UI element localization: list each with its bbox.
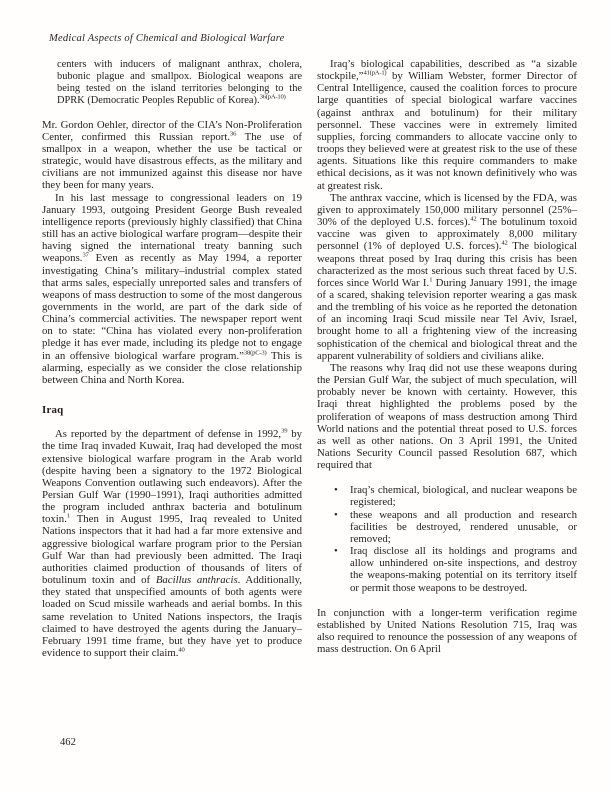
- bullet-item: [334, 509, 577, 545]
- reference-superscript: 1: [429, 276, 433, 284]
- reference-superscript: 42: [470, 215, 477, 223]
- paragraph-resolution-715: In conjunction with a longer-term verification regime established by United Nations Resolution 715, Iraq was also required to renounce the possession of any weapons of mass destruction. On 6 April: [317, 606, 577, 656]
- bullet-text: Iraq’s chemical, biological, and nuclear weapons be registered;: [350, 484, 577, 509]
- section-heading-iraq: Iraq: [42, 404, 64, 417]
- resolution-687-requirements-list: [317, 484, 577, 593]
- bullet-item: [334, 484, 577, 508]
- reference-superscript: 42: [501, 239, 508, 247]
- bullet-marker-icon: •: [334, 545, 338, 558]
- running-header: Medical Aspects of Chemical and Biological Warfare: [49, 33, 285, 44]
- bullet-item: [334, 545, 577, 594]
- reference-superscript: 39: [281, 427, 288, 435]
- paragraph-capabilities: Iraq’s biological capabilities, described as “a sizable stockpile,”$^{41(pA-1)}$ by William Webster, former Director of Central Intelligence, caused the coalition forces to procure large quantities of special biological warfare vaccines (against anthrax and botulinum) for their military personnel. These vaccines were in extremely limited supplies, forcing commanders to allocate vaccine only to troops they believed were at greatest risk to the use of these agents. Situations like this require commanders to make ethical decisions, as it was not known definitively who was at greatest risk.: [317, 58, 577, 192]
- right-column: [317, 58, 577, 659]
- reference-superscript: 40: [178, 646, 185, 654]
- italic-term: Bacillus anthracis: [155, 574, 238, 587]
- block-quote: centers with inducers of malignant anthrax, cholera, bubonic plague and smallpox. Biological weapons are being tested on the island territories belonging to the DPRK (Democratic Peoples Republic of Korea).$^{36(pA-10)}$: [57, 59, 302, 106]
- reference-superscript: 36(pA-10): [259, 93, 286, 101]
- two-column-text-body: [42, 58, 578, 659]
- bullet-text: these weapons and all production and research facilities be destroyed, rendered unusable, or removed;: [350, 508, 577, 545]
- reference-superscript: 38(pC-3): [243, 349, 267, 356]
- paragraph-resolution-687: The reasons why Iraq did not use these weapons during the Persian Gulf War, the subject of much speculation, will probably never be known with certainty. However, this Iraqi threat highlighted the problems posed by the proliferation of weapons of mass destruction among Third World nations and the potential threat posed to U.S. forces as well as other nations. On 3 April 1991, the United Nations Security Council passed Resolution 687, which required that: [317, 361, 577, 472]
- paragraph-oehler: Mr. Gordon Oehler, director of the CIA’s Non-Proliferation Center, confirmed this Russian report.$^{36}$ The use of smallpox in a weapon, whether the use be tactical or strategic, would have disastrous effects, as the military and civilians are not immunized against this disease nor have they been for many years.: [42, 118, 302, 192]
- left-column: [42, 58, 302, 659]
- paragraph-china: In his last message to congressional leaders on 19 January 1993, outgoing President George Bush revealed intelligence reports (previously highly classified) that China still has an active biological warfare program—despite their having signed the international treaty banning such weapons.$^{37}$ Even as recently as May 1994, a reporter investigating China’s military–industrial complex stated that arms sales, especially unreported sales and transfers of weapons of mass destruction to some of the most dangerous governments in the world, are part of the dark side of China’s commercial activities. The newspaper report went on to state: “China has violated every non-proliferation pledge it has ever made, including its pledge not to engage in an offensive biological warfare program.”$^{38(pC-3)}$ This is alarming, especially as we consider the close relationship between China and North Korea.: [42, 191, 302, 386]
- paragraph-iraq-program: As reported by the department of defense in 1992,39 by the time Iraq invaded Kuwait, Iraq had developed the most extensive biological warfare program in the Arab world (despite having been a signatory to the 1972 Biological Weapons Convention outlawing such endeavors). After the Persian Gulf War (1990–1991), Iraqi authorities admitted the program included anthrax bacteria and botulinum toxin.$^1$ Then in August 1995, Iraq revealed to United Nations inspectors that it had had a far more extensive and aggressive biological warfare program prior to the Persian Gulf War than had previously been admitted. The Iraqi authorities claimed production of thousands of liters of botulinum toxin and of Bacillus anthracis. Additionally, they stated that unspecified amounts of both agents were loaded on Scud missile warheads and aerial bombs. In this same revelation to United Nations inspectors, the Iraqis claimed to have destroyed the agents during the January–February 1991 time frame, but they have yet to produce evidence to support their claim.$^{40}$: [42, 427, 302, 660]
- bullet-text: Iraq disclose all its holdings and programs and allow unhindered on-site inspections, and destroy the weapons-making potential on its territory itself or permit those weapons to be destroyed.: [350, 545, 577, 594]
- reference-superscript: 41(pA-1): [363, 69, 387, 77]
- reference-superscript: 1: [66, 512, 71, 520]
- paragraph-vaccines: The anthrax vaccine, which is licensed by the FDA, was given to approximately 150,000 military personnel (25%–30% of the deployed U.S. forces).$^{42}$ The botulinum toxoid vaccine was given to approximately 8,000 military personnel (1% of deployed U.S. forces).$^{42}$ The biological weapons threat posed by Iraq during this crisis has been characterized as the most serious such threat faced by U.S. forces since World War I.$^1$ During January 1991, the image of a scared, shaking television reporter wearing a gas mask and the trembling of his voice as he reported the detonation of an incoming Iraqi Scud missile near Tel Aviv, Israel, brought home to all a frightening view of the increasing sophistication of the chemical and biological threat and the apparent vulnerability of soldiers and civilians alike.: [317, 191, 577, 362]
- bullet-marker-icon: •: [334, 508, 338, 521]
- reference-superscript: 37: [82, 251, 89, 259]
- reference-superscript: 36: [230, 130, 237, 138]
- page-number: 462: [60, 737, 76, 748]
- bullet-marker-icon: •: [334, 484, 338, 497]
